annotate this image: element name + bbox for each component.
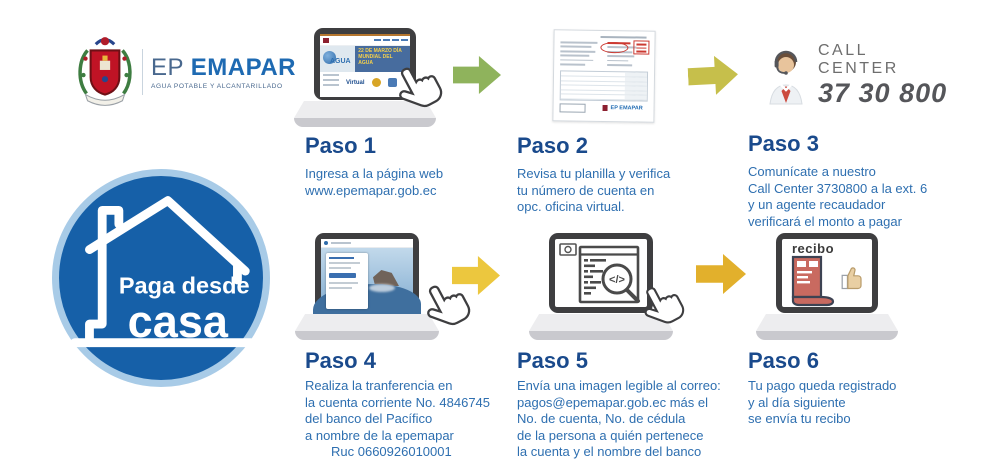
step-5-title: Paso 5 [517, 348, 588, 373]
step-6-line: y al día siguiente [748, 394, 846, 410]
step-2-title: Paso 2 [517, 133, 588, 158]
logo-emapar: EMAPAR [190, 53, 296, 81]
step-3-line: Comunícate a nuestro [748, 164, 876, 179]
step-1-line: Ingresa a la página web [305, 166, 444, 181]
step-3-line: Call Center 3730800 a la ext. 6 [748, 180, 928, 196]
website-logo-icon [323, 38, 329, 43]
logo-ep: EP [151, 53, 184, 81]
step-1-title: Paso 1 [305, 133, 376, 158]
invoice-table [560, 71, 648, 102]
step-3-text [748, 131, 983, 230]
website-nav [374, 39, 408, 41]
emapar-logo [74, 34, 296, 110]
logo-subtitle: AGUA POTABLE Y ALCANTARILLADO [151, 82, 283, 90]
step-3-line: verificará el monto a pagar [748, 213, 902, 229]
invoice-image [552, 29, 655, 122]
step-6-text [748, 348, 983, 428]
house-icon [63, 180, 259, 376]
account-number-highlight [600, 42, 628, 53]
invoice-left-column [560, 41, 601, 68]
step-4-line: a nombre de la epemapar [305, 427, 454, 443]
laptop-paso4-screen [321, 239, 413, 307]
logo-wordmark [151, 55, 296, 90]
step-5-line: la cuenta y el nombre del banco [517, 444, 702, 459]
banner-text: 22 DE MARZO DÍA MUNDIAL DEL AGUA [358, 48, 402, 66]
step-3-title: Paso 3 [748, 131, 819, 156]
agua-logo-text: AGUA [330, 58, 351, 65]
step-6-line: se envía tu recibo [748, 411, 851, 426]
laptop-paso6 [776, 233, 878, 340]
step-2-line: Revisa tu planilla y verifica [517, 166, 671, 181]
step-4-title: Paso 4 [305, 348, 376, 373]
step-5-line: Envía una imagen legible al correo: [517, 378, 721, 393]
step-5-line: pagos@epemapar.gob.ec más el [517, 394, 708, 410]
invoice-crest-icon [603, 105, 608, 111]
bank-logo-icon [324, 241, 328, 245]
laptop-paso5 [549, 233, 653, 340]
call-center-agent-icon [766, 48, 806, 104]
oficina-virtual-label: Virtual [346, 80, 365, 86]
invoice-logo-text: EP EMAPAR [610, 105, 643, 112]
invoice-red-stamp [633, 40, 649, 54]
camera-icon [560, 244, 576, 255]
step-2-line: opc. oficina virtual. [517, 199, 625, 214]
step-5-text [517, 348, 752, 461]
step-5-line: No. de cuenta, No. de cédula [517, 411, 686, 426]
logo-divider [142, 49, 143, 95]
step-1-line: www.epemapar.gob.ec [305, 182, 437, 198]
website-round-icon [372, 78, 381, 87]
laptop-paso6-screen [782, 239, 872, 307]
laptop-paso4 [315, 233, 419, 340]
step-3-line: y un agente recaudador [748, 197, 886, 212]
step-2-text [517, 133, 752, 216]
step-5-line: de la persona a quién pertenece [517, 427, 704, 443]
invoice-footer-box [559, 103, 585, 112]
bank-login-card [326, 253, 368, 309]
step-4-text [305, 348, 540, 461]
step-6-title: Paso 6 [748, 348, 819, 373]
badge-line1: Paga desde [118, 272, 250, 299]
step-6-line: Tu pago queda registrado [748, 378, 897, 393]
recibo-label: recibo [792, 241, 835, 256]
call-center-label: CALL CENTER [818, 42, 899, 77]
step-4-line: la cuenta corriente No. 4846745 [305, 394, 491, 410]
step-4-line: Ruc 0660926010001 [331, 444, 452, 459]
bank-login-button [329, 273, 356, 278]
website-text-lines [323, 74, 339, 89]
step-2-line: tu número de cuenta en [517, 182, 655, 198]
badge-line2: casa [127, 295, 228, 347]
arrow-icon-4 [696, 254, 746, 294]
step-1-text [305, 133, 540, 199]
magnifier-glyph: </> [609, 274, 625, 286]
step-4-line: del banco del Pacífico [305, 411, 433, 426]
call-center-block [766, 42, 954, 109]
receipt-icon [790, 255, 836, 305]
crest-icon [74, 34, 136, 110]
step-4-line: Realiza la tranferencia en [305, 378, 453, 393]
thumbs-up-icon [840, 263, 868, 293]
paga-desde-casa-badge [52, 169, 270, 387]
arrow-icon-2 [687, 55, 739, 97]
arrow-icon-1 [453, 56, 501, 94]
call-center-number: 37 30 800 [818, 78, 948, 108]
